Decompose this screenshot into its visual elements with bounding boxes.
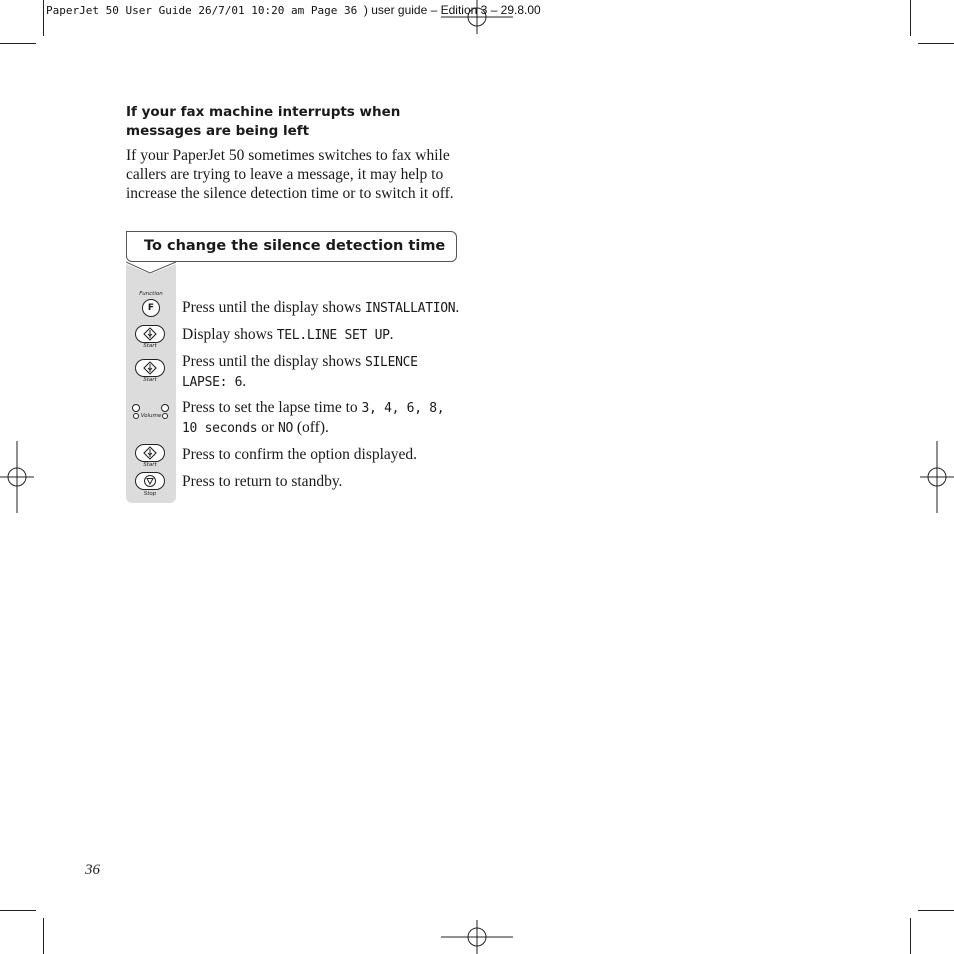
step-text: Press to return to standby. (182, 473, 343, 490)
registration-mark-icon (918, 441, 954, 513)
registration-mark-icon (441, 918, 513, 954)
display-text: TEL.LINE SET UP (276, 328, 390, 343)
step-text: (off). (293, 419, 329, 436)
section-heading: If your fax machine interrupts when messages are being left (126, 104, 401, 139)
start-key-label: Start (143, 343, 157, 349)
step-6 (182, 472, 482, 491)
crop-mark (0, 910, 36, 911)
step-text: . (455, 299, 460, 316)
step-text: Press to confirm the option displayed. (182, 446, 418, 463)
step-1 (182, 298, 482, 318)
slug-file-info: PaperJet 50 User Guide 26/7/01 10:20 am Page 36 (46, 4, 358, 17)
volume-key-label: Volume (140, 413, 162, 419)
start-key-icon (135, 325, 165, 343)
slug-edition: ) user guide – Edition 3 – 29.8.00 (363, 3, 541, 17)
display-text: INSTALLATION (365, 301, 456, 316)
volume-down-icon (132, 404, 140, 412)
crop-mark (910, 918, 911, 954)
volume-up-icon (161, 404, 169, 412)
start-key-label: Start (143, 462, 157, 468)
crop-mark (910, 0, 911, 36)
registration-mark-icon (0, 441, 36, 513)
step-text: . (389, 326, 394, 343)
registration-mark-icon (441, 0, 513, 36)
crop-mark (43, 918, 44, 954)
volume-indicator-icon (162, 413, 168, 419)
start-key-icon (135, 359, 165, 377)
function-key-label: Function (139, 291, 163, 297)
step-text: or (257, 419, 278, 436)
crop-mark (43, 0, 44, 36)
step-5 (182, 445, 482, 464)
step-4 (182, 398, 452, 438)
start-key-icon (135, 444, 165, 462)
procedure-title-box (126, 231, 457, 262)
section-paragraph: If your PaperJet 50 sometimes switches to fax while callers are trying to leave a message, it may help to increase the silence detection time or to switch it off. (126, 147, 454, 202)
start-key-label: Start (143, 377, 157, 383)
step-text: Press to set the lapse time to (182, 399, 362, 416)
crop-mark (918, 910, 954, 911)
step-text: Press until the display shows (182, 299, 365, 316)
page-number: 36 (85, 862, 100, 878)
stop-key-icon (135, 472, 165, 490)
display-text: NO (277, 421, 294, 436)
panel-notch (126, 260, 178, 276)
display-text: 3, 4, 6, 8, 10 seconds (182, 401, 445, 436)
step-3 (182, 352, 432, 392)
display-text: SILENCE LAPSE: 6 (182, 355, 418, 390)
procedure-title: To change the silence detection time (144, 238, 446, 254)
function-key-icon: F (142, 299, 160, 317)
step-text: . (242, 373, 247, 390)
crop-mark (0, 43, 36, 44)
crop-mark (918, 43, 954, 44)
step-text: Press until the display shows (182, 353, 365, 370)
step-text: Display shows (182, 326, 277, 343)
step-2 (182, 325, 482, 345)
stop-key-label: Stop (143, 491, 157, 497)
